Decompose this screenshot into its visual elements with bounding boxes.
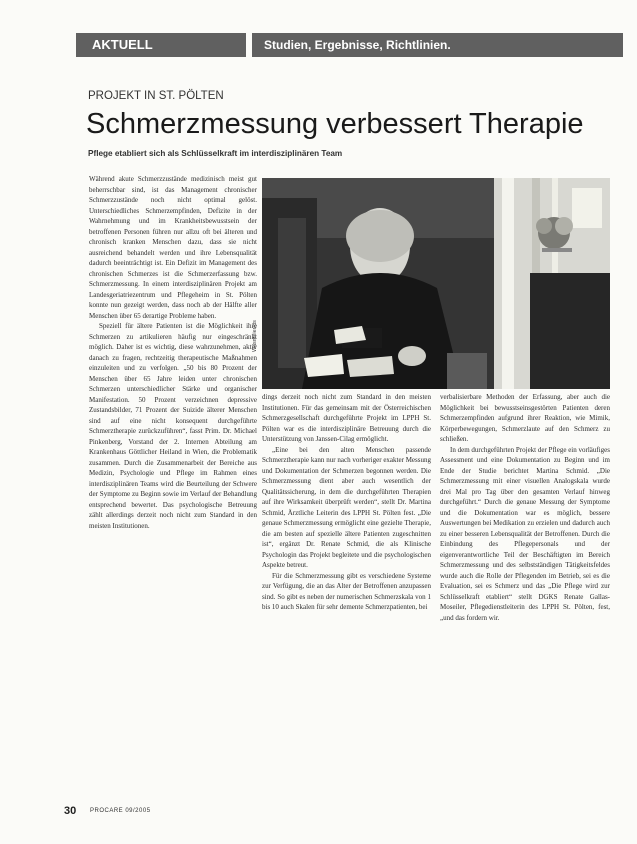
article-column-2: [262, 392, 431, 792]
body-paragraph: Speziell für ältere Patienten ist die Möglichkeit ihre Schmerzen zu artikulieren häufig nur eingeschränkt möglich. Daher ist es wichtig, diese wahrzunehmen, aktiv danach zu fragen, rechtzeitig therapeutische Maßnahmen einzuleiten und zu verfolgen. „50 bis 80 Prozent der Menschen über 65 Jahre leiden unter chronischen Schmerzen unterschiedlicher Stärke und organischer Manifestation. 50 Prozent verzeichnen depressive Zustandsbilder, 71 Prozent der Suizide älterer Menschen sind auf eine nicht konsequent durchgeführte Schmerztherapie zurückzuführen“, fasst Prim. Dr. Michael Pinkenberg, Vorstand der 2. Internen Abteilung am Krankenhaus Göttlicher Heiland in Wien, die Problematik zusammen. Durch die Zusammenarbeit der Bereiche aus Medizin, Psychologie und Pflege im Rahmen eines interdisziplinären Teams wird die Beurteilung der Schwere der Symptome zu Beginn sowie im Verlauf der Behandlung entsprechend bewertet. Das psychologische Betreuung zählt allerdings derzeit noch nicht zum Standard in den meisten Institutionen.: [89, 322, 257, 530]
photo-illustration: [262, 178, 610, 389]
section-tagline: Studien, Ergebnisse, Richtlinien.: [252, 33, 623, 57]
body-paragraph: „Eine bei den alten Menschen passende Schmerztherapie kann nur nach vorheriger exakter Messung und Dokumentation der Schmerzen begonnen werden. Die Schmerzmessung dient aber auch wesentlich der Qualitätssicherung, in dem die durchgeführten Therapien auf ihre Wirksamkeit überprüft werden“, stellt Dr. Martina Schmid, Ärztliche Leiterin des LPPH St. Pölten fest. „Die genaue Schmerzmessung ermöglicht eine gezielte Therapie, die am besten auf spezielle ältere Patienten zugeschnitten ist“, ergänzt Dr. Renate Schmid, die als Klinische Psychologin das Projekt begleitete und die psychologischen Aspekte betreut.: [262, 445, 431, 569]
article-column-3: [440, 392, 610, 792]
body-paragraph: verbalisierbare Methoden der Erfassung, aber auch die Möglichkeit bei bewusstseinsgestörten Patienten deren Schmerzempfinden aufgrund ihrer Reaktion, wie Mimik, Körperbewegungen, Schmerzlaute auf den Schmerz zu schließen.: [440, 393, 610, 443]
body-paragraph: dings derzeit noch nicht zum Standard in den meisten Institutionen. Für das gemeinsam mit der Österreichischen Schmerzgesellschaft durchgeführte Projekt im LPPH St. Pölten war es die interdisziplinäre Betreuung durch die Unterstützung von Janssen-Cilag ermöglicht.: [262, 393, 431, 443]
photo-credit: Wasmeier/ds: [252, 320, 258, 352]
magazine-name: PROCARE 09/2005: [90, 808, 151, 814]
article-kicker: PROJEKT IN ST. PÖLTEN: [88, 90, 224, 102]
body-paragraph: Während akute Schmerzzustände medizinisch meist gut beherrschbar sind, ist das Management chronischer Schmerzzustände noch nicht optimal gelöst. Unterschiedliches Schmerzempfinden, Defizite in der Wahrnehmung und im Krankheitsbewusstsein der betroffenen Personen führen nur allzu oft bei älteren und chronisch kranken Menschen dazu, dass sie nicht ausreichend behandelt werden und ihre Lebensqualität dadurch beeinträchtigt ist. Ein Defizit im Management des chronischen Schmerzes ist die Schmerzerfassung bzw. Schmerzmessung. In einem interdisziplinären Projekt am Landesgeriatriezentrum und Pflegeheim in St. Pölten konnte nun gezeigt werden, dass noch ab der Hälfte aller Menschen über 65 derartige Probleme haben.: [89, 175, 257, 320]
article-photo: [262, 178, 610, 389]
article-subtitle: Pflege etabliert sich als Schlüsselkraft im interdisziplinären Team: [88, 149, 343, 158]
page-number: 30: [64, 805, 77, 817]
body-paragraph: Für die Schmerzmessung gibt es verschiedene Systeme zur Verfügung, die an das Alter der Betroffenen anzupassen sind. So gibt es neben der numerischen Schmerzskala von 1 bis 10 auch Skalen für sehr demente Schmerzpatienten, bei: [262, 571, 431, 611]
article-column-1: [89, 174, 257, 794]
article-title: Schmerzmessung verbessert Therapie: [86, 108, 584, 140]
section-header: AKTUELL: [76, 33, 246, 57]
body-paragraph: In dem durchgeführten Projekt der Pflege ein vorläufiges Assessment und eine Dokumentation zu Beginn und im Ende der Studie berichtet Martina Schmid. „Die Schmerzmessung mit einer visuellen Analogskala wurde drei Mal pro Tag über den gesamten Verlauf hinweg durchgeführt.“ Durch die genaue Messung der Symptome und die Dokumentation war es möglich, bessere Auswertungen bei Medikation zu erzielen und dadurch auch zu einer besseren Lebensqualität der Betroffenen. Durch die Einbindung des Pflegepersonals und der eigenverantwortliche Teil der Beschäftigten im Bereich Schmerzmessung und des selbstständigen Tätigkeitsfeldes wurde auch die Rolle der Pflegenden im Betrieb, sei es die Evaluation, sei es Schmerz und das „Die Pflege wird zur Schlüsselkraft etabliert“ stellt DGKS Renate Gallas-Moseiler, Pflegedienstleiterin des LPPH St. Pölten, fest, „und das fordern wir.: [440, 445, 610, 622]
